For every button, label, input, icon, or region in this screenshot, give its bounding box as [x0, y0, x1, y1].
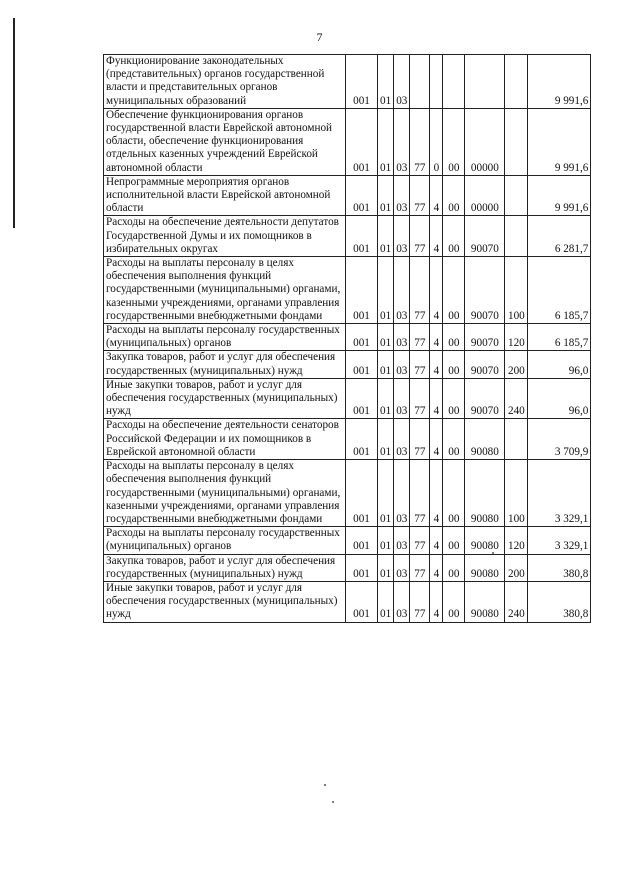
row-event-code: 00: [443, 108, 465, 175]
row-grbs-code: 001: [346, 108, 378, 175]
row-section-code: 01: [378, 460, 394, 527]
row-amount: 3 709,9: [528, 419, 591, 460]
row-grbs-code: 001: [346, 527, 378, 554]
row-expense-type: 120: [505, 324, 528, 351]
table-row: [104, 351, 591, 378]
table-row: [104, 175, 591, 216]
row-program-code: [410, 55, 430, 109]
row-direction-code: 00000: [465, 175, 505, 216]
row-subprogram-code: 4: [430, 527, 443, 554]
row-event-code: 00: [443, 378, 465, 419]
row-event-code: 00: [443, 324, 465, 351]
row-expense-type: 100: [505, 257, 528, 324]
left-margin-line: [13, 18, 15, 228]
row-program-code: 77: [410, 257, 430, 324]
row-direction-code: 90070: [465, 324, 505, 351]
row-expense-type: [505, 419, 528, 460]
row-expense-type: 100: [505, 460, 528, 527]
table-row: [104, 419, 591, 460]
row-direction-code: 90080: [465, 460, 505, 527]
row-subprogram-code: 4: [430, 351, 443, 378]
table-body: [104, 55, 591, 623]
row-event-code: 00: [443, 581, 465, 622]
row-program-code: 77: [410, 216, 430, 257]
scan-speck: [332, 801, 334, 803]
row-section-code: 01: [378, 581, 394, 622]
row-direction-code: 90080: [465, 419, 505, 460]
row-name: Расходы на выплаты персоналу в целях обеспечения выполнения функций государственными (муниципальными) органами, казенными учреждениями, органами управления государственными внебюджетными фондами: [104, 257, 346, 324]
row-event-code: 00: [443, 257, 465, 324]
row-name: Закупка товаров, работ и услуг для обеспечения государственных (муниципальных) нужд: [104, 351, 346, 378]
row-event-code: [443, 55, 465, 109]
row-amount: 3 329,1: [528, 460, 591, 527]
row-direction-code: 90070: [465, 378, 505, 419]
row-expense-type: 200: [505, 351, 528, 378]
row-program-code: 77: [410, 175, 430, 216]
row-subsection-code: 03: [394, 581, 410, 622]
row-grbs-code: 001: [346, 460, 378, 527]
row-amount: 6 281,7: [528, 216, 591, 257]
row-name: Функционирование законодательных (представительных) органов государственной власти и представительных органов муниципальных образований: [104, 55, 346, 109]
row-direction-code: 90070: [465, 351, 505, 378]
row-grbs-code: 001: [346, 378, 378, 419]
row-name: Закупка товаров, работ и услуг для обеспечения государственных (муниципальных) нужд: [104, 554, 346, 581]
row-event-code: 00: [443, 554, 465, 581]
row-program-code: 77: [410, 419, 430, 460]
row-section-code: 01: [378, 257, 394, 324]
row-program-code: 77: [410, 527, 430, 554]
row-expense-type: [505, 216, 528, 257]
row-expense-type: 240: [505, 378, 528, 419]
row-subsection-code: 03: [394, 175, 410, 216]
row-name: Иные закупки товаров, работ и услуг для обеспечения государственных (муниципальных) нужд: [104, 581, 346, 622]
row-program-code: 77: [410, 108, 430, 175]
row-amount: 9 991,6: [528, 108, 591, 175]
row-grbs-code: 001: [346, 175, 378, 216]
row-amount: 6 185,7: [528, 324, 591, 351]
row-program-code: 77: [410, 378, 430, 419]
row-program-code: 77: [410, 460, 430, 527]
row-expense-type: 120: [505, 527, 528, 554]
row-subsection-code: 03: [394, 460, 410, 527]
row-subprogram-code: 4: [430, 378, 443, 419]
row-name: Обеспечение функционирования органов государственной власти Еврейской автономной области, обеспечение функционирования отдельных казенных учреждений Еврейской автономной области: [104, 108, 346, 175]
row-amount: 3 329,1: [528, 527, 591, 554]
table-row: [104, 257, 591, 324]
row-event-code: 00: [443, 351, 465, 378]
row-program-code: 77: [410, 351, 430, 378]
row-section-code: 01: [378, 324, 394, 351]
row-grbs-code: 001: [346, 351, 378, 378]
row-event-code: 00: [443, 216, 465, 257]
row-subprogram-code: 0: [430, 108, 443, 175]
row-event-code: 00: [443, 460, 465, 527]
row-subprogram-code: 4: [430, 324, 443, 351]
row-section-code: 01: [378, 378, 394, 419]
row-direction-code: [465, 55, 505, 109]
table-row: [104, 108, 591, 175]
row-name: Расходы на обеспечение деятельности сенаторов Российской Федерации и их помощников в Еврейской автономной области: [104, 419, 346, 460]
row-expense-type: 240: [505, 581, 528, 622]
row-direction-code: 90080: [465, 527, 505, 554]
row-amount: 6 185,7: [528, 257, 591, 324]
row-subsection-code: 03: [394, 419, 410, 460]
row-direction-code: 90080: [465, 554, 505, 581]
row-grbs-code: 001: [346, 324, 378, 351]
row-subprogram-code: 4: [430, 581, 443, 622]
row-expense-type: [505, 55, 528, 109]
row-program-code: 77: [410, 581, 430, 622]
table-row: [104, 581, 591, 622]
scan-speck: [492, 552, 494, 554]
row-amount: 380,8: [528, 581, 591, 622]
page-number: 7: [316, 30, 323, 44]
row-section-code: 01: [378, 216, 394, 257]
row-name: Расходы на выплаты персоналу в целях обеспечения выполнения функций государственными (муниципальными) органами, казенными учреждениями, органами управления государственными внебюджетными фондами: [104, 460, 346, 527]
row-event-code: 00: [443, 175, 465, 216]
row-subprogram-code: 4: [430, 175, 443, 216]
row-name: Расходы на выплаты персоналу государственных (муниципальных) органов: [104, 527, 346, 554]
row-grbs-code: 001: [346, 257, 378, 324]
row-section-code: 01: [378, 527, 394, 554]
row-subsection-code: 03: [394, 257, 410, 324]
row-event-code: 00: [443, 419, 465, 460]
row-subprogram-code: 4: [430, 419, 443, 460]
row-expense-type: [505, 108, 528, 175]
row-program-code: 77: [410, 554, 430, 581]
row-grbs-code: 001: [346, 554, 378, 581]
row-direction-code: 90070: [465, 257, 505, 324]
row-subsection-code: 03: [394, 351, 410, 378]
row-amount: 9 991,6: [528, 175, 591, 216]
table-row: [104, 460, 591, 527]
row-grbs-code: 001: [346, 55, 378, 109]
row-grbs-code: 001: [346, 419, 378, 460]
row-expense-type: 200: [505, 554, 528, 581]
row-section-code: 01: [378, 108, 394, 175]
row-subprogram-code: [430, 55, 443, 109]
table-row: [104, 554, 591, 581]
row-program-code: 77: [410, 324, 430, 351]
row-subsection-code: 03: [394, 108, 410, 175]
row-event-code: 00: [443, 527, 465, 554]
row-subsection-code: 03: [394, 216, 410, 257]
row-subsection-code: 03: [394, 378, 410, 419]
row-subsection-code: 03: [394, 527, 410, 554]
table-row: [104, 378, 591, 419]
row-name: Расходы на выплаты персоналу государственных (муниципальных) органов: [104, 324, 346, 351]
row-subprogram-code: 4: [430, 257, 443, 324]
row-name: Расходы на обеспечение деятельности депутатов Государственной Думы и их помощников в избирательных округах: [104, 216, 346, 257]
table-row: [104, 324, 591, 351]
row-grbs-code: 001: [346, 581, 378, 622]
row-direction-code: 90080: [465, 581, 505, 622]
row-name: Иные закупки товаров, работ и услуг для обеспечения государственных (муниципальных) нужд: [104, 378, 346, 419]
budget-table: [103, 54, 591, 623]
row-direction-code: 00000: [465, 108, 505, 175]
row-amount: 380,8: [528, 554, 591, 581]
row-section-code: 01: [378, 351, 394, 378]
row-subprogram-code: 4: [430, 554, 443, 581]
row-amount: 96,0: [528, 351, 591, 378]
row-subsection-code: 03: [394, 55, 410, 109]
table-row: [104, 55, 591, 109]
row-subsection-code: 03: [394, 554, 410, 581]
row-amount: 96,0: [528, 378, 591, 419]
scan-speck: [324, 784, 326, 786]
row-direction-code: 90070: [465, 216, 505, 257]
row-section-code: 01: [378, 554, 394, 581]
row-expense-type: [505, 175, 528, 216]
row-section-code: 01: [378, 419, 394, 460]
row-subprogram-code: 4: [430, 216, 443, 257]
row-subprogram-code: 4: [430, 460, 443, 527]
row-amount: 9 991,6: [528, 55, 591, 109]
row-section-code: 01: [378, 175, 394, 216]
row-grbs-code: 001: [346, 216, 378, 257]
row-section-code: 01: [378, 55, 394, 109]
table-row: [104, 527, 591, 554]
row-name: Непрограммные мероприятия органов исполнительной власти Еврейской автономной области: [104, 175, 346, 216]
row-subsection-code: 03: [394, 324, 410, 351]
table-row: [104, 216, 591, 257]
